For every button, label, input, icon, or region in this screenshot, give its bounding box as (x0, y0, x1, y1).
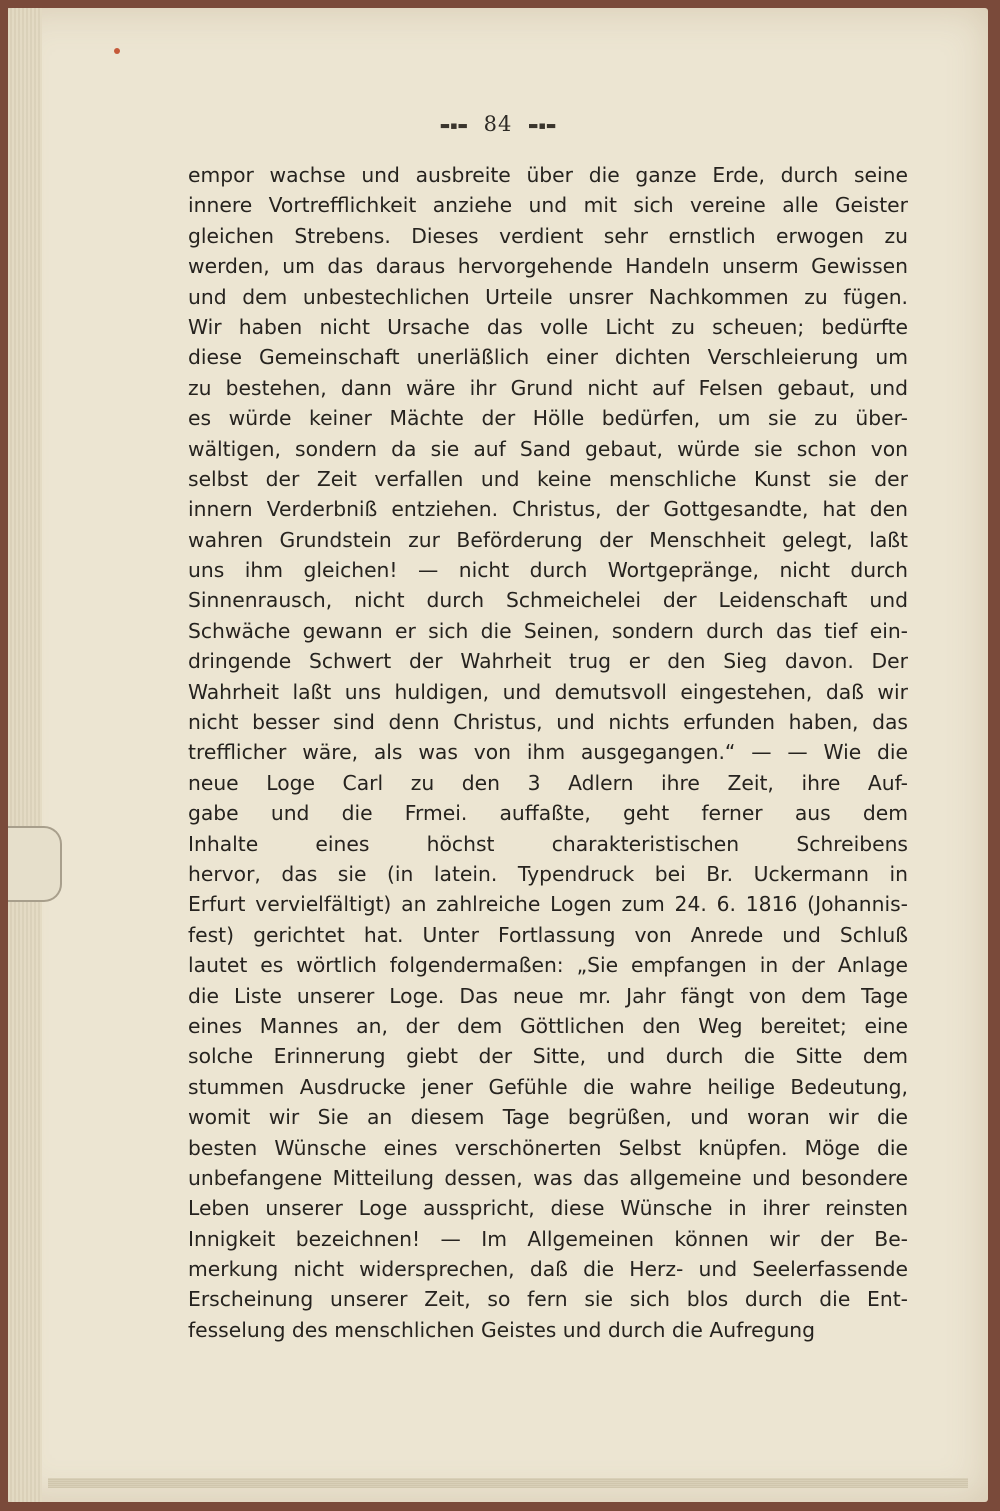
text-line: solche Erinnerung giebt der Sitte, und durch die Sitte dem (188, 1044, 908, 1069)
text-line: die Liste unserer Loge. Das neue mr. Jahr fängt von dem Tage (188, 983, 908, 1008)
text-line: merkung nicht widersprechen, daß die Herz- und Seelerfassende (188, 1257, 908, 1282)
text-line: fesselung des menschlichen Geistes und durch die Aufregung (188, 1317, 816, 1342)
text-line: uns ihm gleichen! — nicht durch Wortgepränge, nicht durch (188, 558, 908, 583)
ornament-right-icon: ▬▪▬ (528, 119, 557, 132)
text-line: nicht besser sind denn Christus, und nichts erfunden haben, das (188, 710, 908, 735)
text-line: wältigen, sondern da sie auf Sand gebaut, würde sie schon von (188, 436, 908, 461)
text-line: besten Wünsche eines verschönerten Selbst knüpfen. Möge die (188, 1135, 908, 1160)
text-line: stummen Ausdrucke jener Gefühle die wahre heilige Bedeutung, (188, 1074, 908, 1099)
text-line: Erfurt vervielfältigt) an zahlreiche Logen zum 24. 6. 1816 (Johannis- (188, 892, 908, 917)
text-line: Wahrheit laßt uns huldigen, und demutsvoll eingestehen, daß wir (188, 679, 908, 704)
ornament-left-icon: ▬▪▬ (439, 119, 468, 132)
body-text (188, 160, 908, 1345)
text-line: und dem unbestechlichen Urteile unsrer Nachkommen zu fügen. (188, 284, 908, 309)
text-line: fest) gerichtet hat. Unter Fortlassung von Anrede und Schluß (188, 922, 908, 947)
text-line: selbst der Zeit verfallen und keine menschliche Kunst sie der (188, 466, 908, 491)
text-line: Innigkeit bezeichnen! — Im Allgemeinen können wir der Be- (188, 1226, 908, 1251)
red-mark (114, 48, 120, 54)
text-line: gabe und die Frmei. auffaßte, geht ferner aus dem (188, 801, 908, 826)
text-line: Wir haben nicht Ursache das volle Licht zu scheuen; bedürfte (188, 314, 908, 339)
text-line: werden, um das daraus hervorgehende Handeln unserm Gewissen (188, 254, 908, 279)
text-line: dringende Schwert der Wahrheit trug er den Sieg davon. Der (188, 649, 908, 674)
text-line: zu bestehen, dann wäre ihr Grund nicht auf Felsen gebaut, und (188, 375, 908, 400)
book-page (8, 8, 988, 1502)
text-line: lautet es wörtlich folgendermaßen: „Sie empfangen in der Anlage (188, 953, 908, 978)
text-line: es würde keiner Mächte der Hölle bedürfen, um sie zu über- (188, 406, 908, 431)
page-header (8, 112, 988, 136)
text-line: wahren Grundstein zur Beförderung der Menschheit gelegt, laßt (188, 527, 908, 552)
text-line: gleichen Strebens. Dieses verdient sehr ernstlich erwogen zu (188, 223, 908, 248)
text-line: trefflicher wäre, als was von ihm ausgegangen.“ — — Wie die (188, 740, 908, 765)
text-line: Sinnenrausch, nicht durch Schmeichelei der Leidenschaft und (188, 588, 908, 613)
text-line: empor wachse und ausbreite über die ganze Erde, durch seine (188, 163, 908, 187)
page-number: 84 (483, 112, 513, 136)
text-line: innere Vortrefflichkeit anziehe und mit sich vereine alle Geister (188, 193, 908, 218)
text-line: diese Gemeinschaft unerläßlich einer dichten Verschleierung um (188, 345, 908, 370)
page-bottom-edge (48, 1478, 968, 1488)
text-line: womit wir Sie an diesem Tage begrüßen, und woran wir die (188, 1105, 908, 1130)
bookmark-tab (8, 826, 62, 902)
text-line: Erscheinung unserer Zeit, so fern sie sich blos durch die Ent- (188, 1287, 908, 1312)
text-line: Inhalte eines höchst charakteristischen Schreibens (188, 831, 908, 856)
text-line: neue Loge Carl zu den 3 Adlern ihre Zeit, ihre Auf- (188, 770, 908, 795)
text-line: Schwäche gewann er sich die Seinen, sondern durch das tief ein- (188, 618, 908, 643)
text-line: Leben unserer Loge ausspricht, diese Wünsche in ihrer reinsten (188, 1196, 908, 1221)
text-line: innern Verderbniß entziehen. Christus, der Gottgesandte, hat den (188, 497, 908, 522)
text-line: unbefangene Mitteilung dessen, was das allgemeine und besondere (188, 1165, 908, 1190)
text-line: eines Mannes an, der dem Göttlichen den Weg bereitet; eine (188, 1013, 908, 1038)
text-line: hervor, das sie (in latein. Typendruck bei Br. Uckermann in (188, 861, 908, 886)
page-edges (8, 8, 42, 1502)
